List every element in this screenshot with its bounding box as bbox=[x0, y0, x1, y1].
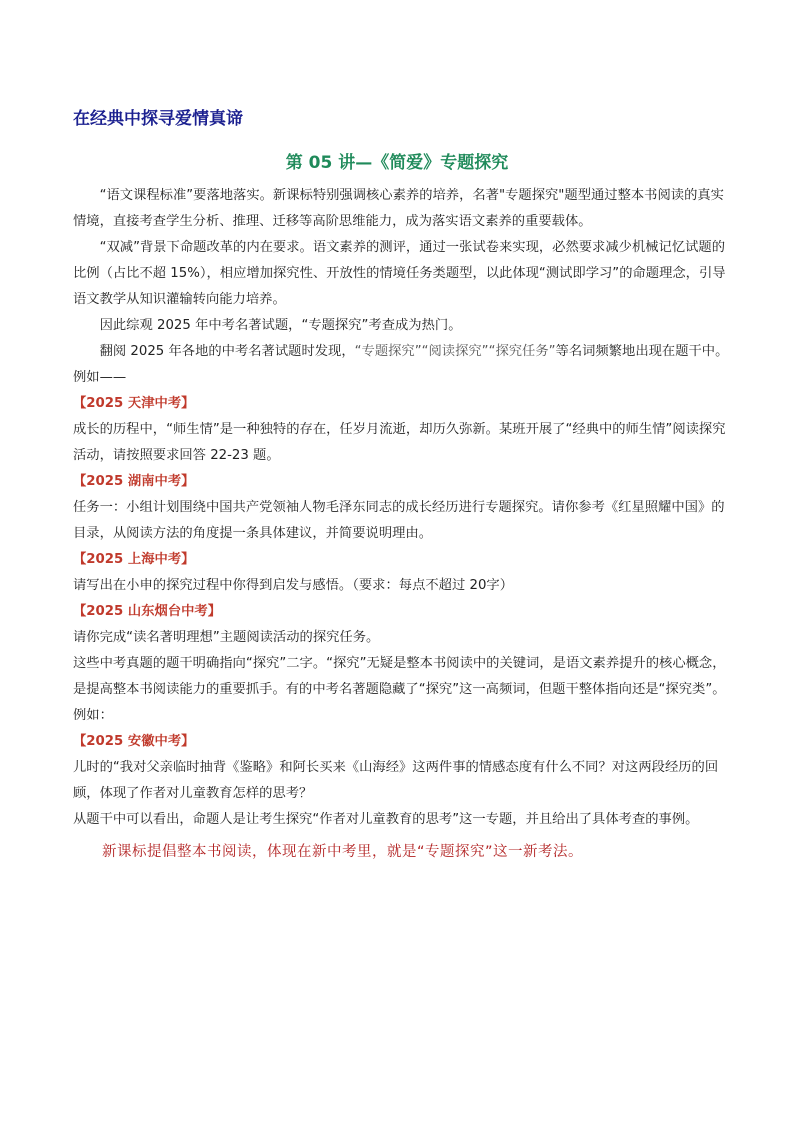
exam-tag-hunan: 【2025 湖南中考】 bbox=[73, 474, 195, 489]
lecture-title: 第 05 讲—《简爱》专题探究 bbox=[285, 153, 509, 173]
conclusion-statement: 新课标提倡整本书阅读，体现在新中考里，就是“专题探究”这一新考法。 bbox=[102, 844, 584, 860]
exam-tag-tianjin: 【2025 天津中考】 bbox=[73, 396, 195, 411]
exam-question-hunan: 任务一：小组计划围绕中国共产党领袖人物毛泽东同志的成长经历进行专题探究。请你参考《红星照耀中国》的目录，从阅读方法的角度提一条具体建议，并简要说明理由。 bbox=[73, 500, 725, 541]
exam-tag-shanghai: 【2025 上海中考】 bbox=[73, 552, 195, 567]
observation-terms: “专题探究”“阅读探究”“探究任务” bbox=[354, 344, 556, 359]
paragraph-curriculum: “语文课程标准”要落地落实。新课标特别强调核心素养的培养，名著"专题探究"题型通过整本书阅读的真实情境，直接考查学生分析、推理、迁移等高阶思维能力，成为落实语文素养的重要载体。 bbox=[73, 188, 724, 229]
exam-question-yantai: 请你完成“读名著明理想”主题阅读活动的探究任务。 bbox=[73, 630, 380, 645]
paragraph-summary: 从题干中可以看出，命题人是让考生探究“作者对儿童教育的思考”这一专题，并且给出了具体考查的事例。 bbox=[73, 812, 699, 827]
exam-question-tianjin: 成长的历程中，“师生情”是一种独特的存在，任岁月流逝，却历久弥新。某班开展了“经典中的师生情”阅读探究活动，请按照要求回答 22-23 题。 bbox=[73, 422, 726, 463]
observation-start: 翻阅 2025 年各地的中考名著试题时发现， bbox=[99, 344, 355, 359]
exam-question-shanghai: 请写出在小申的探究过程中你得到启发与感悟。（要求：每点不超过 20字） bbox=[73, 578, 513, 593]
document-heading: 在经典中探寻爱情真谛 bbox=[73, 109, 243, 129]
observation-end: 等名词频繁地出现在题干中。例如—— bbox=[73, 344, 729, 385]
paragraph-analysis: 这些中考真题的题干明确指向“探究”二字。“探究”无疑是整本书阅读中的关键词，是语文素养提升的核心概念，是提高整本书阅读能力的重要抓手。有的中考名著题隐藏了“探究”这一高频词，但题干整体指向还是“探究类”。例如： bbox=[73, 656, 726, 723]
document-body bbox=[73, 183, 733, 865]
exam-tag-yantai: 【2025 山东烟台中考】 bbox=[73, 604, 222, 619]
paragraph-trend: 因此综观 2025 年中考名著试题，“专题探究”考查成为热门。 bbox=[99, 318, 462, 333]
paragraph-double-reduction: “双减”背景下命题改革的内在要求。语文素养的测评，通过一张试卷来实现，必然要求减少机械记忆试题的比例（占比不超 15%），相应增加探究性、开放性的情境任务类题型，以此体现“测试即学习”的命题理念，引导语文教学从知识灌输转向能力培养。 bbox=[73, 240, 726, 307]
paragraph-observation bbox=[73, 339, 733, 391]
exam-tag-anhui: 【2025 安徽中考】 bbox=[73, 734, 195, 749]
exam-question-anhui: 儿时的“我对父亲临时抽背《鉴略》和阿长买来《山海经》这两件事的情感态度有什么不同？对这两段经历的回顾，体现了作者对儿童教育怎样的思考？ bbox=[73, 760, 719, 801]
